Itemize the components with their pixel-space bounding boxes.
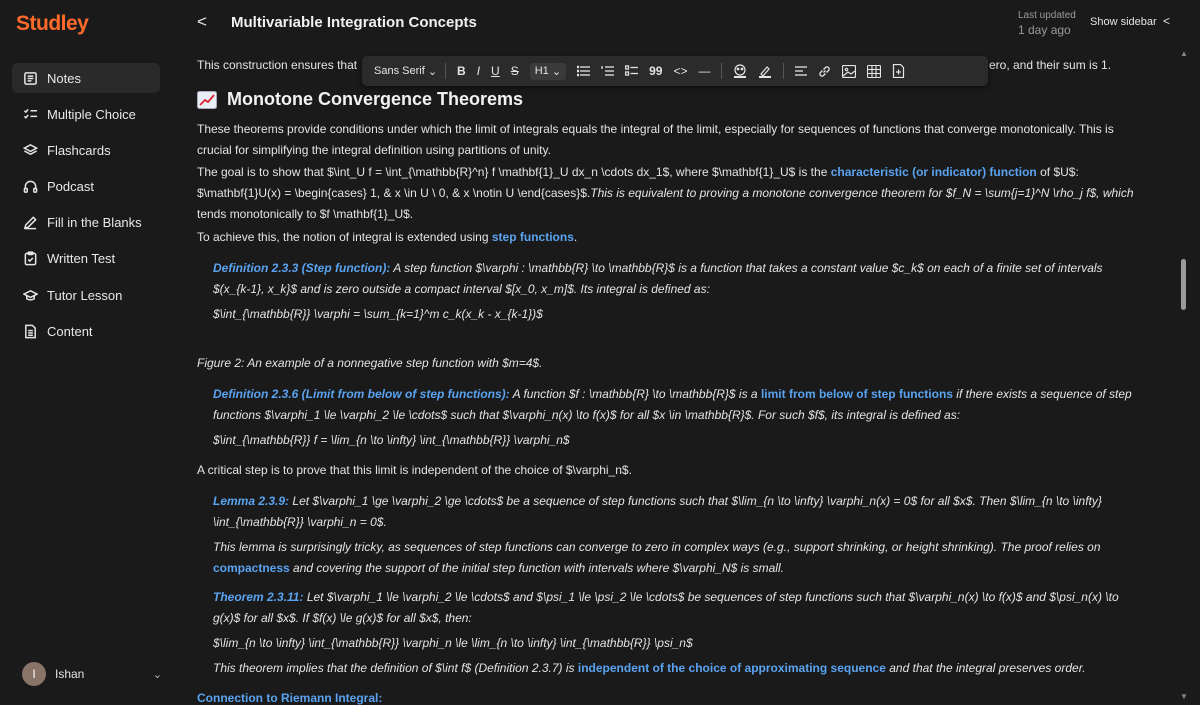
definition-step-function <box>213 258 1148 325</box>
insert-file-icon[interactable] <box>892 64 905 78</box>
sidebar <box>0 0 172 705</box>
intro-line-1: These theorems provide conditions under which the limit of integrals equals the integral of the limit, especially for sequences of functions that converge monotonically. This is <box>197 122 1114 136</box>
sidebar-item-label: Written Test <box>47 251 116 267</box>
sidebar-item-label: Multiple Choice <box>47 106 136 122</box>
user-menu[interactable] <box>22 662 162 686</box>
scroll-down-arrow[interactable]: ▼ <box>1180 692 1188 701</box>
sidebar-item-label: Flashcards <box>47 142 111 158</box>
sidebar-item-label: Podcast <box>47 179 94 195</box>
intro-line-2: crucial for simplifying the integral definition using partitions of unity. <box>197 143 551 157</box>
def1-text: A step function $\varphi : \mathbb{R} \to \mathbb{R}$ is a function that takes a constant value $c_k$ on each of a finite set of intervals <box>393 261 1103 275</box>
def2-label: Definition 2.3.6 (Limit from below of step functions): <box>213 387 510 401</box>
table-icon[interactable] <box>867 65 881 78</box>
thm-formula: $\lim_{n \to \infty} \int_{\mathbb{R}} \varphi_n \le \lim_{n \to \infty} \int_{\mathbb{R}} \psi_n$ <box>213 636 693 650</box>
sidebar-item-label: Tutor Lesson <box>47 287 123 303</box>
notes-icon <box>22 70 38 86</box>
def2-text: A function $f : \mathbb{R} \to \mathbb{R}$ is a <box>512 387 758 401</box>
font-select-value: Sans Serif <box>374 65 425 77</box>
headphones-icon <box>22 179 38 195</box>
def2-text: if there exists a sequence of step <box>956 387 1132 401</box>
def2-line-2: functions $\varphi_1 \le \varphi_2 \le \cdots$ such that $\varphi_n(x) \to f(x)$ for all $x \in \mathbb{R}$. For such $f$, its integral is defined as: <box>213 408 961 422</box>
step-text: To achieve this, the notion of integral is extended using <box>197 230 489 244</box>
sidebar-item-flashcards[interactable] <box>12 135 160 165</box>
last-updated-value: 1 day ago <box>1018 23 1071 37</box>
construction-text-end: ero, and their sum is 1. <box>989 58 1112 72</box>
compactness-link[interactable]: compactness <box>213 561 290 575</box>
construction-text-start: This construction ensures that <box>197 58 358 72</box>
user-name: Ishan <box>55 667 85 681</box>
riemann-link[interactable]: Connection to Riemann Integral: <box>197 691 383 705</box>
highlight-icon[interactable] <box>758 64 772 78</box>
def1-line-1 <box>213 258 1148 279</box>
strikethrough-button[interactable]: S <box>510 64 519 78</box>
show-sidebar-button[interactable]: Show sidebar <box>1090 16 1157 28</box>
text-align-icon[interactable] <box>795 65 807 77</box>
thm-text: Let $\varphi_1 \le \varphi_2 \le \cdots$ and $\psi_1 \le \psi_2 \le \cdots$ be sequences of step functions such that $\varphi_n(x) \to f(x)$ and $\psi_n(x) \to <box>306 590 1119 604</box>
paragraph-critical: A critical step is to prove that this limit is independent of the choice of $\varphi_n$. <box>197 463 632 477</box>
def2-line-1 <box>213 384 1148 405</box>
thm-note <box>213 658 1148 679</box>
sidebar-item-label: Fill in the Blanks <box>47 215 142 231</box>
code-button[interactable]: <> <box>673 64 688 78</box>
link-icon[interactable] <box>818 65 831 78</box>
font-select[interactable] <box>374 65 437 78</box>
text-color-icon[interactable] <box>733 64 747 78</box>
page-title: Multivariable Integration Concepts <box>231 14 477 31</box>
section-heading <box>197 89 1152 110</box>
thm-note-text: and that the integral preserves order. <box>889 661 1086 675</box>
definition-limit-from-below <box>213 384 1148 451</box>
italic-button[interactable]: I <box>476 64 481 78</box>
avatar: I <box>22 662 46 686</box>
list-check-icon <box>22 106 38 122</box>
heading-text: Monotone Convergence Theorems <box>227 89 524 109</box>
sidebar-item-label: Content <box>47 323 93 339</box>
sidebar-item-written-test[interactable] <box>12 244 160 274</box>
lemma-note-text: and covering the support of the initial step function with intervals where $\varphi_N$ is small. <box>293 561 784 575</box>
chevron-down-icon: ⌄ <box>427 65 438 78</box>
chevron-down-icon: ⌄ <box>551 65 562 78</box>
goal-line-3: tends monotonically to $f \mathbf{1}_U$. <box>197 207 414 221</box>
back-button[interactable]: < <box>197 12 207 31</box>
goal-text: of $U$: <box>1040 165 1079 179</box>
graduation-cap-icon <box>22 287 38 303</box>
checklist-icon[interactable] <box>625 65 638 77</box>
sidebar-item-content[interactable] <box>12 316 160 346</box>
lemma-2-3-9 <box>213 491 1148 533</box>
limit-from-below-link[interactable]: limit from below of step functions <box>760 387 953 401</box>
chevron-down-icon: ⌄ <box>152 668 162 681</box>
layers-icon <box>22 142 38 158</box>
thm-line-2: g(x)$ for all $x$. If $f(x) \le g(x)$ for all $x$, then: <box>213 611 472 625</box>
studley-logo[interactable] <box>16 12 88 36</box>
quote-button[interactable]: 99 <box>649 64 663 78</box>
step-text-end: . <box>573 230 578 244</box>
align-justify-icon[interactable] <box>577 65 590 77</box>
def2-formula: $\int_{\mathbb{R}} f = \lim_{n \to \infty} \int_{\mathbb{R}} \varphi_n$ <box>213 433 570 447</box>
sidebar-item-fill-in-the-blanks[interactable] <box>12 208 160 238</box>
formatting-toolbar <box>362 56 988 86</box>
horizontal-rule-button[interactable]: — <box>698 64 711 78</box>
toolbar-divider <box>445 63 446 79</box>
riemann-heading <box>197 688 1152 705</box>
lemma-note-line-2 <box>213 558 1148 579</box>
thm-label: Theorem 2.3.11: <box>213 590 304 604</box>
ordered-list-icon[interactable] <box>601 65 614 77</box>
lemma-label: Lemma 2.3.9: <box>213 494 290 508</box>
goal-line-1 <box>197 162 1152 183</box>
lemma-note <box>213 537 1148 579</box>
image-icon[interactable] <box>842 65 856 78</box>
independent-choice-link[interactable]: independent of the choice of approximating sequence <box>577 661 886 675</box>
lemma-text: Let $\varphi_1 \ge \varphi_2 \ge \cdots$ be a sequence of step functions such that $\lim_{n \to \infty} \varphi_n(x) = 0$ for all $x$. Then $\lim_{n \to \infty} <box>292 494 1102 508</box>
paragraph-goal <box>197 162 1152 225</box>
chevron-left-icon[interactable]: < <box>1163 14 1171 28</box>
goal-text: $\mathbf{1}U(x) = \begin{cases} 1, & x \in U \ 0, & x \notin U \end{cases}$. <box>197 186 591 200</box>
lemma-line-2: \int_{\mathbb{R}} \varphi_n = 0$. <box>213 515 387 529</box>
scrollbar-thumb[interactable] <box>1181 259 1186 310</box>
lemma-note-line-1: This lemma is surprisingly tricky, as sequences of step functions can converge to zero in complex ways (e.g., support shrinking, or height shrinking). The proof relies on <box>213 540 1101 554</box>
logo-text: Studley <box>16 12 89 35</box>
clipboard-icon <box>22 251 38 267</box>
chart-increasing-icon <box>197 91 217 109</box>
heading-select[interactable] <box>530 63 566 80</box>
step-functions-link[interactable]: step functions <box>491 230 574 244</box>
def1-formula: $\int_{\mathbb{R}} \varphi = \sum_{k=1}^m c_k(x_k - x_{k-1})$ <box>213 307 543 321</box>
sidebar-nav <box>12 63 160 353</box>
characteristic-function-link[interactable]: characteristic (or indicator) function <box>830 165 1037 179</box>
sidebar-item-notes[interactable] <box>12 63 160 93</box>
thm-note-text: This theorem implies that the definition of $\int f$ (Definition 2.3.7) is <box>213 661 575 675</box>
document-icon <box>22 323 38 339</box>
def1-label: Definition 2.3.3 (Step function): <box>213 261 391 275</box>
theorem-2-3-11 <box>213 587 1148 679</box>
toolbar-divider <box>721 63 722 79</box>
lemma-line-1 <box>213 491 1148 512</box>
scroll-up-arrow[interactable]: ▲ <box>1180 49 1188 58</box>
sidebar-item-multiple-choice[interactable] <box>12 99 160 129</box>
goal-text: The goal is to show that $\int_U f = \int_{\mathbb{R}^n} f \mathbf{1}_U dx_n \cdots dx_1$, where $\mathbf{1}_U$ is the <box>197 165 828 179</box>
underline-button[interactable]: U <box>491 64 500 78</box>
def1-line-2: $(x_{k-1}, x_k}$ and is zero outside a compact interval $[x_0, x_m]$. Its integral is defined as: <box>213 282 710 296</box>
last-updated-label: Last updated <box>1018 10 1076 21</box>
thm-line-1 <box>213 587 1148 608</box>
paragraph-step <box>197 227 1152 248</box>
goal-text-italic: This is equivalent to proving a monotone convergence theorem for $f_N = \sum{j=1}^N \rho_j f$, which <box>590 186 1134 200</box>
sidebar-item-podcast[interactable] <box>12 172 160 202</box>
bold-button[interactable]: B <box>457 64 466 78</box>
pencil-icon <box>22 215 38 231</box>
toolbar-divider <box>783 63 784 79</box>
sidebar-item-label: Notes <box>47 70 81 86</box>
figure-caption: Figure 2: An example of a nonnegative step function with $m=4$. <box>197 356 543 370</box>
paragraph-intro <box>197 119 1152 161</box>
goal-line-2 <box>197 183 1152 204</box>
sidebar-item-tutor-lesson[interactable] <box>12 280 160 310</box>
heading-select-value: H1 <box>534 65 549 77</box>
